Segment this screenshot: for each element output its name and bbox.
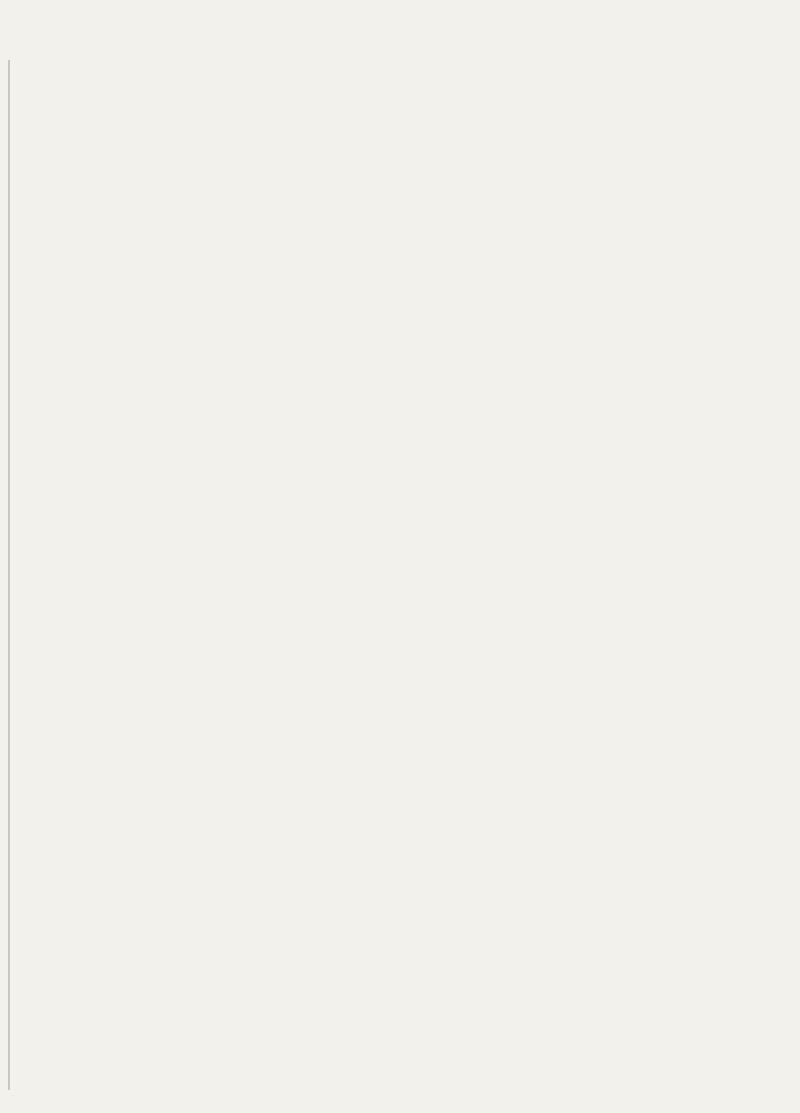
- binding-line: [8, 60, 10, 1090]
